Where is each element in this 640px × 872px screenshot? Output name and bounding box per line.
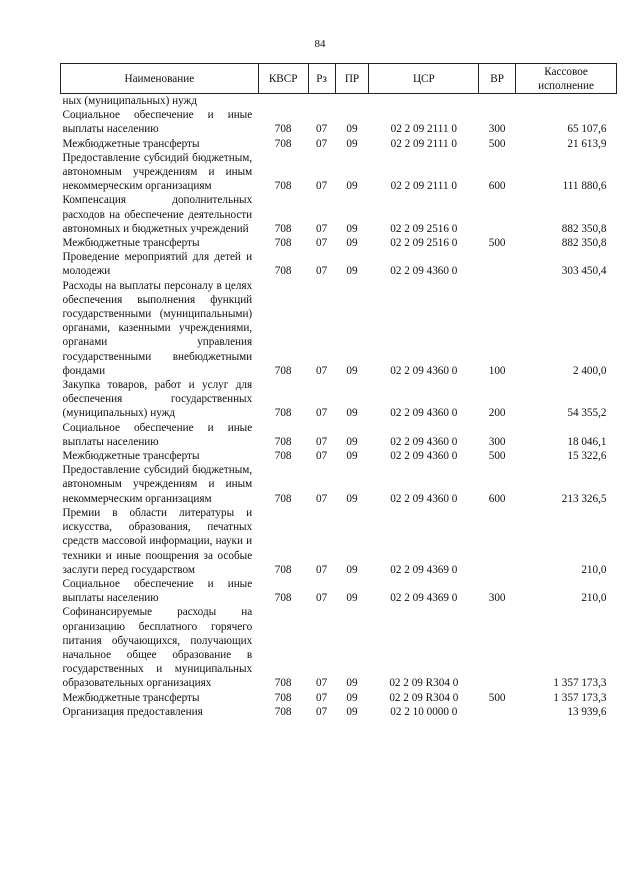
row-kvsr: 708 xyxy=(274,407,292,420)
row-vr: 500 xyxy=(488,450,506,463)
row-kvsr: 708 xyxy=(274,705,292,718)
row-name: Социальное обеспечение и иные выплаты населению xyxy=(62,577,253,605)
row-name: Межбюджетные трансферты xyxy=(62,137,200,150)
row-vr: 300 xyxy=(488,123,506,136)
row-vr: 500 xyxy=(488,237,506,250)
row-pr: 09 xyxy=(346,137,358,150)
header-vr: ВР xyxy=(479,64,516,94)
row-rz: 07 xyxy=(315,265,328,278)
table-row xyxy=(61,151,617,194)
row-name: Межбюджетные трансферты xyxy=(62,691,200,704)
table-row xyxy=(61,605,617,690)
row-rz: 07 xyxy=(315,563,328,576)
row-execution: 1 357 173,3 xyxy=(553,677,607,690)
row-name: Закупка товаров, работ и услуг для обеспечения государственных (муниципальных) нужд xyxy=(62,379,253,420)
row-execution: 18 046,1 xyxy=(567,435,607,448)
row-csr: 02 2 09 4360 0 xyxy=(390,450,458,463)
table-row xyxy=(61,137,617,151)
row-name: Межбюджетные трансферты xyxy=(62,237,200,250)
table-row xyxy=(61,463,617,506)
row-rz: 07 xyxy=(315,222,328,235)
row-name: Премии в области литературы и искусства, образования, печатных средств массовой информации, науки и техники и иные поощрения за особые заслуги перед государством xyxy=(62,506,253,576)
table-row xyxy=(61,236,617,250)
row-pr: 09 xyxy=(346,435,358,448)
row-pr: 09 xyxy=(346,222,358,235)
row-kvsr: 708 xyxy=(274,237,292,250)
row-name: Компенсация дополнительных расходов на обеспечение деятельности автономных и бюджетных учреждений xyxy=(62,194,253,235)
row-kvsr: 708 xyxy=(274,435,292,448)
row-pr: 09 xyxy=(346,407,358,420)
row-name: Предоставление субсидий бюджетным, автономным учреждениям и иным некоммерческим организациям xyxy=(62,151,253,193)
row-kvsr: 708 xyxy=(274,123,292,136)
row-rz: 07 xyxy=(315,137,328,150)
table-row xyxy=(61,193,617,236)
header-csr: ЦСР xyxy=(369,64,479,94)
row-kvsr: 708 xyxy=(274,180,292,193)
row-execution: 111 880,6 xyxy=(562,180,607,193)
row-rz: 07 xyxy=(315,123,328,136)
row-rz xyxy=(308,94,335,109)
table-row xyxy=(61,108,617,136)
row-vr xyxy=(479,705,516,719)
row-kvsr: 708 xyxy=(274,492,292,505)
row-pr: 09 xyxy=(346,123,358,136)
row-vr: 300 xyxy=(488,592,506,605)
row-csr: 02 2 09 R304 0 xyxy=(389,691,459,704)
row-csr: 02 2 09 2111 0 xyxy=(390,137,457,150)
row-name: Предоставление субсидий бюджетным, автономным учреждениям и иным некоммерческим организациям xyxy=(62,464,253,505)
row-kvsr xyxy=(258,94,308,109)
row-execution: 210,0 xyxy=(581,592,607,605)
row-kvsr: 708 xyxy=(274,450,292,463)
row-csr: 02 2 09 4360 0 xyxy=(390,265,458,278)
row-execution: 210,0 xyxy=(581,563,607,576)
row-csr: 02 2 09 4360 0 xyxy=(390,492,458,505)
row-pr: 09 xyxy=(346,563,358,576)
table-row xyxy=(61,94,617,109)
row-kvsr: 708 xyxy=(274,364,292,377)
row-name: Межбюджетные трансферты xyxy=(62,450,200,463)
row-pr: 09 xyxy=(346,364,358,377)
row-csr: 02 2 09 2111 0 xyxy=(390,123,457,136)
row-csr xyxy=(369,94,479,109)
row-kvsr: 708 xyxy=(274,563,292,576)
row-vr: 300 xyxy=(488,435,506,448)
row-kvsr: 708 xyxy=(274,691,292,704)
row-execution: 303 450,4 xyxy=(561,265,607,278)
header-rz: Рз xyxy=(308,64,335,94)
row-vr: 600 xyxy=(488,492,506,505)
row-execution: 2 400,0 xyxy=(572,364,607,377)
row-execution: 882 350,8 xyxy=(561,237,607,250)
row-name: ных (муниципальных) нужд xyxy=(62,95,197,107)
row-execution: 65 107,6 xyxy=(567,123,607,136)
budget-table xyxy=(60,63,617,719)
row-csr: 02 2 09 4360 0 xyxy=(390,435,458,448)
header-kvsr: КВСР xyxy=(258,64,308,94)
row-pr: 09 xyxy=(346,450,358,463)
header-name: Наименование xyxy=(61,64,259,94)
row-pr: 09 xyxy=(346,691,358,704)
row-vr xyxy=(479,250,516,278)
row-csr: 02 2 09 R304 0 xyxy=(389,677,459,690)
row-csr: 02 2 09 4360 0 xyxy=(390,364,458,377)
row-pr: 09 xyxy=(346,265,358,278)
row-execution: 54 355,2 xyxy=(567,407,607,420)
row-csr: 02 2 09 2516 0 xyxy=(390,237,458,250)
row-csr: 02 2 09 4369 0 xyxy=(390,592,458,605)
row-kvsr: 708 xyxy=(274,592,292,605)
table-row xyxy=(61,577,617,605)
row-pr: 09 xyxy=(346,677,358,690)
table-row xyxy=(61,421,617,449)
table-row xyxy=(61,691,617,705)
table-row xyxy=(61,449,617,463)
row-execution: 15 322,6 xyxy=(567,450,607,463)
row-pr: 09 xyxy=(346,592,358,605)
row-execution: 882 350,8 xyxy=(561,222,607,235)
row-vr: 100 xyxy=(488,364,506,377)
header-execution: Кассовое исполнение xyxy=(516,64,617,94)
row-vr xyxy=(479,506,516,577)
row-kvsr: 708 xyxy=(274,222,292,235)
row-name: Социальное обеспечение и иные выплаты населению xyxy=(62,109,253,136)
table-row xyxy=(61,378,617,421)
row-execution: 213 326,5 xyxy=(561,492,607,505)
row-rz: 07 xyxy=(315,592,328,605)
row-name: Проведение мероприятий для детей и молодежи xyxy=(62,251,253,278)
row-csr: 02 2 10 0000 0 xyxy=(390,705,458,718)
table-row xyxy=(61,705,617,719)
page-number: 84 xyxy=(314,38,326,50)
row-rz: 07 xyxy=(315,435,328,448)
row-pr: 09 xyxy=(346,237,358,250)
row-pr xyxy=(335,94,369,109)
table-row xyxy=(61,506,617,577)
row-kvsr: 708 xyxy=(274,677,292,690)
row-csr: 02 2 09 4369 0 xyxy=(390,563,458,576)
row-kvsr: 708 xyxy=(274,265,292,278)
row-rz: 07 xyxy=(315,691,328,704)
row-vr: 500 xyxy=(488,691,506,704)
row-rz: 07 xyxy=(315,180,328,193)
row-rz: 07 xyxy=(315,237,328,250)
header-pr: ПР xyxy=(335,64,369,94)
row-rz: 07 xyxy=(315,492,328,505)
table-header-row xyxy=(61,64,617,94)
row-vr: 500 xyxy=(488,137,506,150)
row-vr: 200 xyxy=(488,407,506,420)
row-vr xyxy=(479,94,516,109)
row-execution: 21 613,9 xyxy=(567,137,607,150)
row-vr xyxy=(479,193,516,236)
table-row xyxy=(61,279,617,378)
row-csr: 02 2 09 4360 0 xyxy=(390,407,458,420)
row-rz: 07 xyxy=(315,705,328,718)
row-pr: 09 xyxy=(346,705,358,718)
row-name: Софинансируемые расходы на организацию бесплатного горячего питания обучающихся, получающих начальное общее образование в государственных и муниципальных образовательных организациях xyxy=(62,606,253,690)
row-name: Расходы на выплаты персоналу в целях обеспечения выполнения функций государственными (муниципальными) органами, казенными учреждениями, органами управления государственными внебюджетными фондами xyxy=(62,279,253,377)
row-kvsr: 708 xyxy=(274,137,292,150)
row-pr: 09 xyxy=(346,492,358,505)
row-execution xyxy=(516,94,617,109)
row-csr: 02 2 09 2516 0 xyxy=(390,222,458,235)
row-vr xyxy=(479,605,516,690)
row-rz: 07 xyxy=(315,407,328,420)
row-execution: 13 939,6 xyxy=(567,705,607,718)
row-rz: 07 xyxy=(315,364,328,377)
row-execution: 1 357 173,3 xyxy=(553,691,607,704)
row-rz: 07 xyxy=(315,450,328,463)
table-row xyxy=(61,250,617,278)
row-rz: 07 xyxy=(315,677,328,690)
row-name: Социальное обеспечение и иные выплаты населению xyxy=(62,421,253,448)
row-pr: 09 xyxy=(346,180,358,193)
row-csr: 02 2 09 2111 0 xyxy=(390,180,457,193)
row-name: Организация предоставления xyxy=(62,705,203,718)
row-vr: 600 xyxy=(488,180,506,193)
